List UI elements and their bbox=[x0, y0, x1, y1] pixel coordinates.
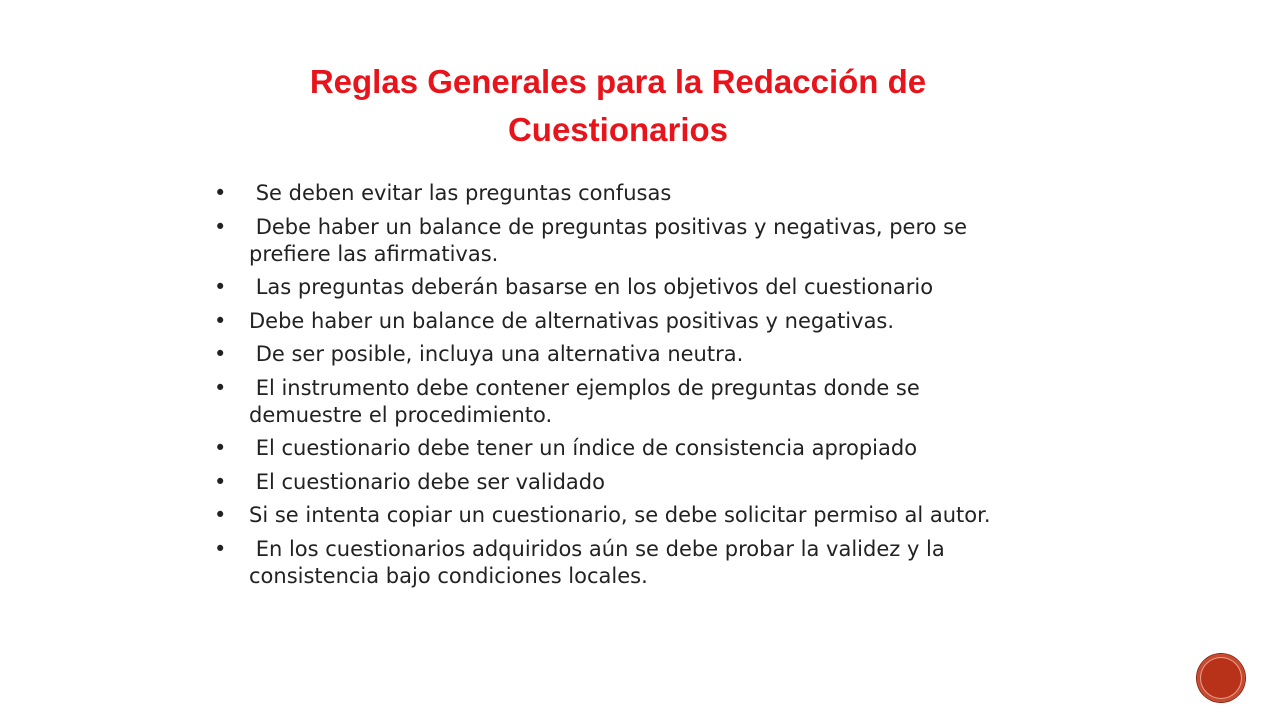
bullet-item bbox=[214, 502, 1034, 529]
bullet-dot-icon: • bbox=[214, 375, 227, 400]
bullet-text: Debe haber un balance de alternativas positivas y negativas. bbox=[249, 308, 895, 333]
bullet-dot-icon: • bbox=[214, 436, 227, 460]
bullet-dot-icon: • bbox=[214, 275, 227, 299]
bullet-dot-icon: • bbox=[214, 503, 227, 527]
bullet-item bbox=[214, 536, 1034, 590]
bullet-dot-icon: • bbox=[214, 214, 227, 239]
bullet-text: El instrumento debe contener ejemplos de preguntas donde se demuestre el procedimiento. bbox=[249, 375, 927, 427]
bullet-dot-icon: • bbox=[214, 469, 227, 494]
bullet-item bbox=[214, 341, 1034, 368]
bullet-dot-icon: • bbox=[214, 536, 227, 561]
bullet-item bbox=[214, 274, 1034, 301]
bullet-text: De ser posible, incluya una alternativa neutra. bbox=[249, 342, 744, 366]
slide-nav-button[interactable] bbox=[1197, 654, 1245, 702]
bullet-item bbox=[214, 469, 1034, 496]
bullet-item bbox=[214, 435, 1034, 462]
bullet-item bbox=[214, 214, 1034, 268]
slide-title-line-1: Reglas Generales para la Redacción de bbox=[309, 63, 927, 100]
bullet-dot-icon: • bbox=[214, 181, 227, 205]
bullet-text: El cuestionario debe ser validado bbox=[249, 469, 605, 494]
bullet-text: Se deben evitar las preguntas confusas bbox=[249, 181, 672, 205]
slide-title-line-2: Cuestionarios bbox=[507, 111, 729, 148]
bullet-text: El cuestionario debe tener un índice de consistencia apropiado bbox=[249, 436, 918, 460]
slide-title bbox=[230, 58, 1006, 154]
bullet-text: Si se intenta copiar un cuestionario, se debe solicitar permiso al autor. bbox=[249, 503, 991, 527]
bullet-item bbox=[214, 180, 1034, 207]
bullet-dot-icon: • bbox=[214, 342, 227, 366]
bullet-text: En los cuestionarios adquiridos aún se debe probar la validez y la consistencia bajo condiciones locales. bbox=[249, 536, 952, 588]
bullet-text: Debe haber un balance de preguntas positivas y negativas, pero se prefiere las afirmativas. bbox=[249, 214, 974, 266]
bullet-item bbox=[214, 308, 1034, 335]
bullet-text: Las preguntas deberán basarse en los objetivos del cuestionario bbox=[249, 275, 934, 299]
bullet-item bbox=[214, 375, 1034, 429]
bullet-list bbox=[214, 180, 1034, 596]
bullet-dot-icon: • bbox=[214, 308, 227, 333]
